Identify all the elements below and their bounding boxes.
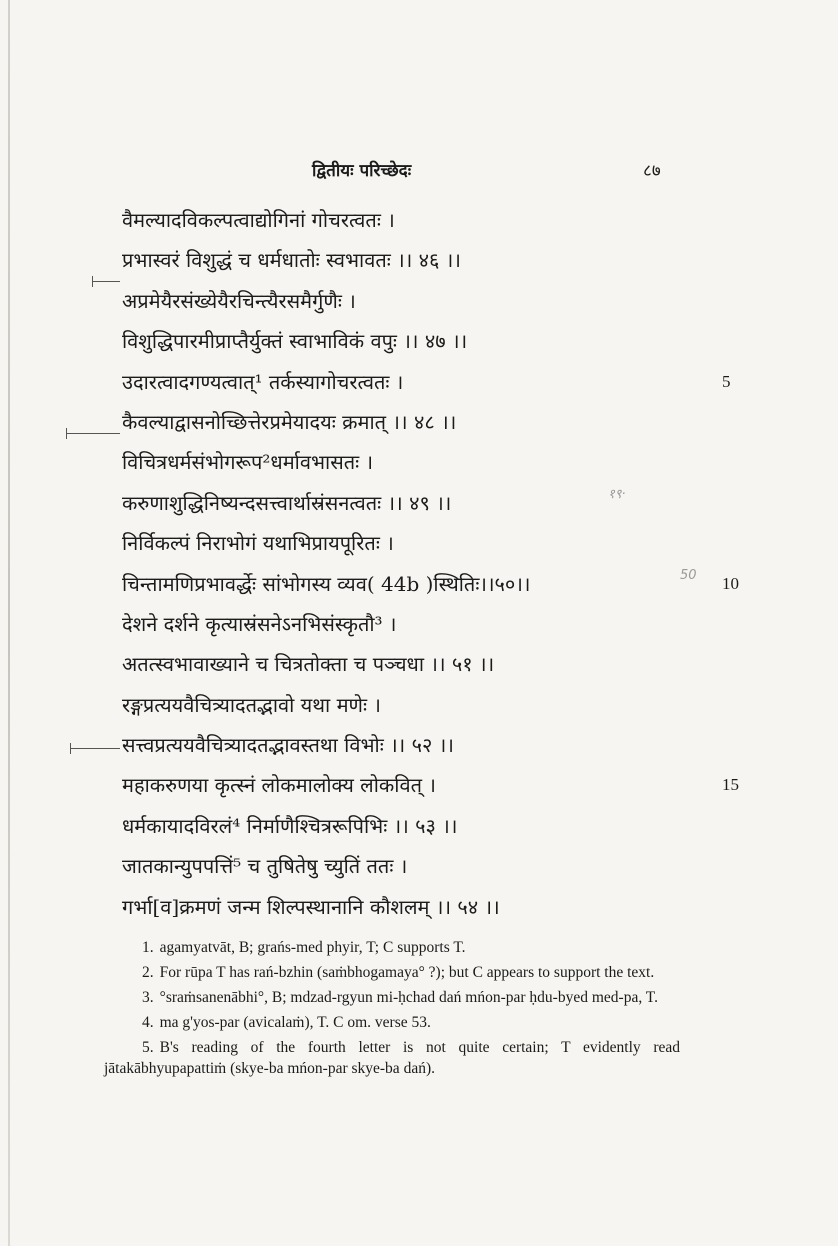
- footnote-number: 5.: [142, 1039, 154, 1056]
- verse-line: [122, 806, 742, 846]
- verse-line: [122, 644, 742, 684]
- line-marker: 15: [722, 775, 739, 795]
- footnote-text: °sraṁsanenābhi°, B; mdzad-rgyun mi-ḥchad dań mńon-par ḥdu-byed med-pa, T.: [159, 989, 658, 1006]
- verse-text: देशने दर्शने कृत्यास्रंसनेऽनभिसंस्कृतौ³ ।: [122, 611, 397, 636]
- line-marker: 5: [722, 371, 731, 391]
- verse-line: [122, 604, 742, 644]
- verse-text: रङ्गप्रत्ययवैचित्र्यादतद्भावो यथा मणेः ।: [122, 692, 381, 717]
- verse-line: [122, 240, 742, 280]
- verse-line: [122, 442, 742, 482]
- verse-text: चिन्तामणिप्रभावर्द्धेः सांभोगस्य व्यव( 44b )स्थितिः।।५०।।: [122, 571, 531, 596]
- verse-text: निर्विकल्पं निराभोगं यथाभिप्रायपूरितः ।: [122, 531, 394, 556]
- footnote-text: agamyatvāt, B; grańs-med phyir, T; C supports T.: [159, 939, 466, 956]
- handwritten-note: 50: [680, 568, 697, 583]
- footnote-number: 3.: [142, 989, 154, 1006]
- verse-line: [122, 321, 742, 361]
- footnote-number: 1.: [142, 939, 154, 956]
- verse-text: विचित्रधर्मसंभोगरूप²धर्मावभासतः ।: [122, 450, 374, 475]
- verse-text: उदारत्वादगण्यत्वात्¹ तर्कस्यागोचरत्वतः ।: [122, 369, 404, 394]
- verse-line: [122, 846, 742, 886]
- verse-text: करुणाशुद्धिनिष्यन्दसत्त्वार्थास्रंसनत्वतः ।। ४९ ।।: [122, 490, 452, 515]
- footnotes: [104, 937, 680, 1083]
- verse-text: अप्रमेयैरसंख्येयैरचिन्त्यैरसमैर्गुणैः ।: [122, 288, 356, 313]
- footnote-text: B's reading of the fourth letter is not quite certain; T evidently read jātakābhyupapattiṁ (skye-ba mńon-par skye-ba dań).: [104, 1039, 680, 1077]
- verse-line: [122, 523, 742, 563]
- verse-line: [122, 725, 742, 765]
- verse-text: धर्मकायादविरलं⁴ निर्माणैश्चित्ररूपिभिः ।। ५३ ।।: [122, 813, 458, 838]
- footnote: [104, 962, 680, 983]
- verse-line: [122, 281, 742, 321]
- verse-text: सत्त्वप्रत्ययवैचित्र्यादतद्भावस्तथा विभोः ।। ५२ ।।: [122, 733, 454, 758]
- verse-text: जातकान्युपपत्तिं⁵ च तुषितेषु च्युतिं ततः ।: [122, 854, 408, 879]
- margin-mark: [70, 748, 120, 749]
- verse-text: वैमल्यादविकल्पत्वाद्योगिनां गोचरत्वतः ।: [122, 208, 395, 232]
- verse-text: गर्भा[व]क्रमणं जन्म शिल्पस्थानानि कौशलम् ।। ५४ ।।: [122, 894, 500, 919]
- verse-line: [122, 887, 742, 927]
- verse-line: [122, 765, 742, 805]
- running-title: द्वितीयः परिच्छेदः: [312, 161, 412, 181]
- footnote: [104, 937, 680, 958]
- footnote-number: 2.: [142, 964, 154, 981]
- running-head: [0, 158, 838, 188]
- footnote: [104, 1037, 680, 1079]
- verse-text: महाकरुणया कृत्स्नं लोकमालोक्य लोकवित् ।: [122, 773, 436, 798]
- line-marker: 10: [722, 573, 739, 593]
- margin-mark: [66, 433, 120, 434]
- verse-line: [122, 564, 742, 604]
- verse-line: [122, 685, 742, 725]
- margin-mark: [92, 281, 120, 282]
- verse-line: [122, 483, 742, 523]
- footnote: [104, 1012, 680, 1033]
- verse-line: [122, 362, 742, 402]
- page-number: ८७: [643, 161, 661, 181]
- verse-text: विशुद्धिपारमीप्राप्तैर्युक्तं स्वाभाविकं वपुः ।। ४७ ।।: [122, 329, 468, 354]
- footnote-text: For rūpa T has rań-bzhin (saṁbhogamaya° ?); but C appears to support the text.: [159, 964, 655, 981]
- verse-line: [122, 402, 742, 442]
- verse-line: [122, 200, 742, 240]
- footnote-text: ma g'yos-par (avicalaṁ), T. C om. verse 53.: [159, 1014, 431, 1031]
- footnote-number: 4.: [142, 1014, 154, 1031]
- verse-block: [122, 200, 742, 927]
- verse-text: अतत्स्वभावाख्याने च चित्रतोक्ता च पञ्चधा ।। ५१ ।।: [122, 652, 495, 677]
- footnote: [104, 987, 680, 1008]
- verse-text: कैवल्याद्वासनोच्छित्तेरप्रमेयादयः क्रमात् ।। ४८ ।।: [122, 409, 457, 434]
- verse-text: प्रभास्वरं विशुद्धं च धर्मधातोः स्वभावतः ।। ४६ ।।: [122, 248, 461, 273]
- handwritten-note: १९·: [608, 487, 626, 502]
